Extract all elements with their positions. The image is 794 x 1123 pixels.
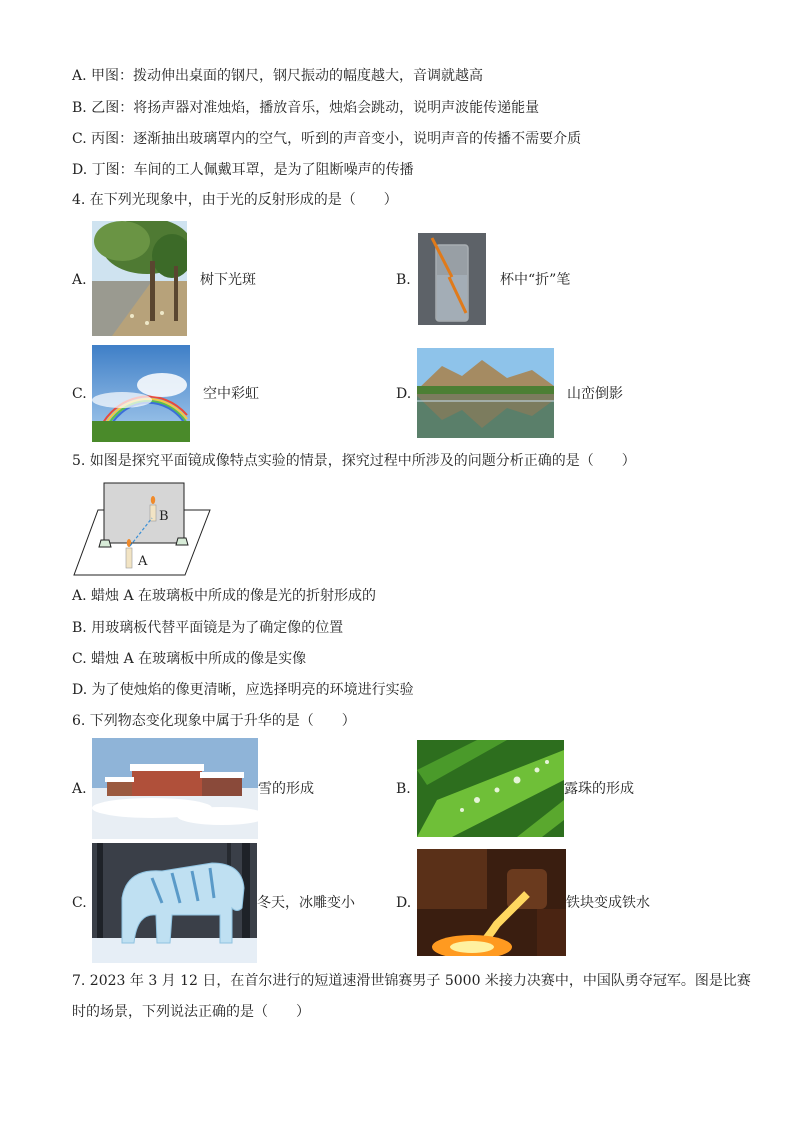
q4-option-c-image [92, 345, 190, 442]
q6-option-c-letter: C. [72, 895, 87, 911]
q6-option-a-caption: 雪的形成 [258, 781, 314, 797]
q6-option-b-image [417, 740, 564, 837]
q6-option-d-image [417, 849, 566, 956]
q6-option-c-caption: 冬天，冰雕变小 [257, 895, 355, 911]
q3-option-a: A. 甲图：拨动伸出桌面的钢尺，钢尺振动的幅度越大，音调就越高 [72, 68, 484, 84]
q4-stem: 4. 在下列光现象中，由于光的反射形成的是（ ） [72, 192, 398, 208]
q4-option-a-caption: 树下光斑 [200, 272, 256, 288]
q5-option-b: B. 用玻璃板代替平面镜是为了确定像的位置 [72, 620, 344, 636]
q4-option-a-letter: A. [72, 272, 87, 288]
q5-stem: 5. 如图是探究平面镜成像特点实验的情景，探究过程中所涉及的问题分析正确的是（ ） [72, 453, 636, 469]
q7-stem-line-1: 7. 2023 年 3 月 12 日，在首尔进行的短道速滑世锦赛男子 5000 米接力决赛中，中国队勇夺冠军。图是比赛 [72, 973, 751, 989]
q3-option-d: D. 丁图：车间的工人佩戴耳罩，是为了阻断噪声的传播 [72, 162, 414, 178]
q5-option-c: C. 蜡烛 A 在玻璃板中所成的像是实像 [72, 651, 307, 667]
q4-option-b-image [418, 233, 486, 325]
q5-option-a: A. 蜡烛 A 在玻璃板中所成的像是光的折射形成的 [72, 588, 377, 604]
q6-option-d-caption: 铁块变成铁水 [566, 895, 650, 911]
q3-option-c: C. 丙图：逐渐抽出玻璃罩内的空气，听到的声音变小，说明声音的传播不需要介质 [72, 131, 582, 147]
q4-option-d-letter: D. [396, 386, 412, 402]
q6-option-d-letter: D. [396, 895, 412, 911]
q4-option-a-image [92, 221, 187, 336]
q4-option-c-caption: 空中彩虹 [203, 386, 259, 402]
q6-stem: 6. 下列物态变化现象中属于升华的是（ ） [72, 713, 356, 729]
q4-option-d-caption: 山峦倒影 [567, 386, 623, 402]
q4-option-c-letter: C. [72, 386, 87, 402]
q5-mirror-figure [72, 480, 212, 578]
q4-option-b-letter: B. [396, 272, 411, 288]
q6-option-b-letter: B. [396, 781, 411, 797]
q5-label-b: B [159, 509, 169, 524]
q6-option-a-image [92, 738, 258, 839]
q7-stem-line-2: 时的场景，下列说法正确的是（ ） [72, 1004, 310, 1020]
q6-option-b-caption: 露珠的形成 [564, 781, 634, 797]
q5-option-d: D. 为了使烛焰的像更清晰，应选择明亮的环境进行实验 [72, 682, 414, 698]
q5-label-a: A [138, 554, 148, 569]
q3-option-b: B. 乙图：将扬声器对准烛焰，播放音乐，烛焰会跳动，说明声波能传递能量 [72, 100, 540, 116]
q6-option-c-image [92, 843, 257, 963]
q6-option-a-letter: A. [72, 781, 87, 797]
q4-option-b-caption: 杯中“折”笔 [500, 272, 571, 288]
q4-option-d-image [417, 348, 554, 438]
